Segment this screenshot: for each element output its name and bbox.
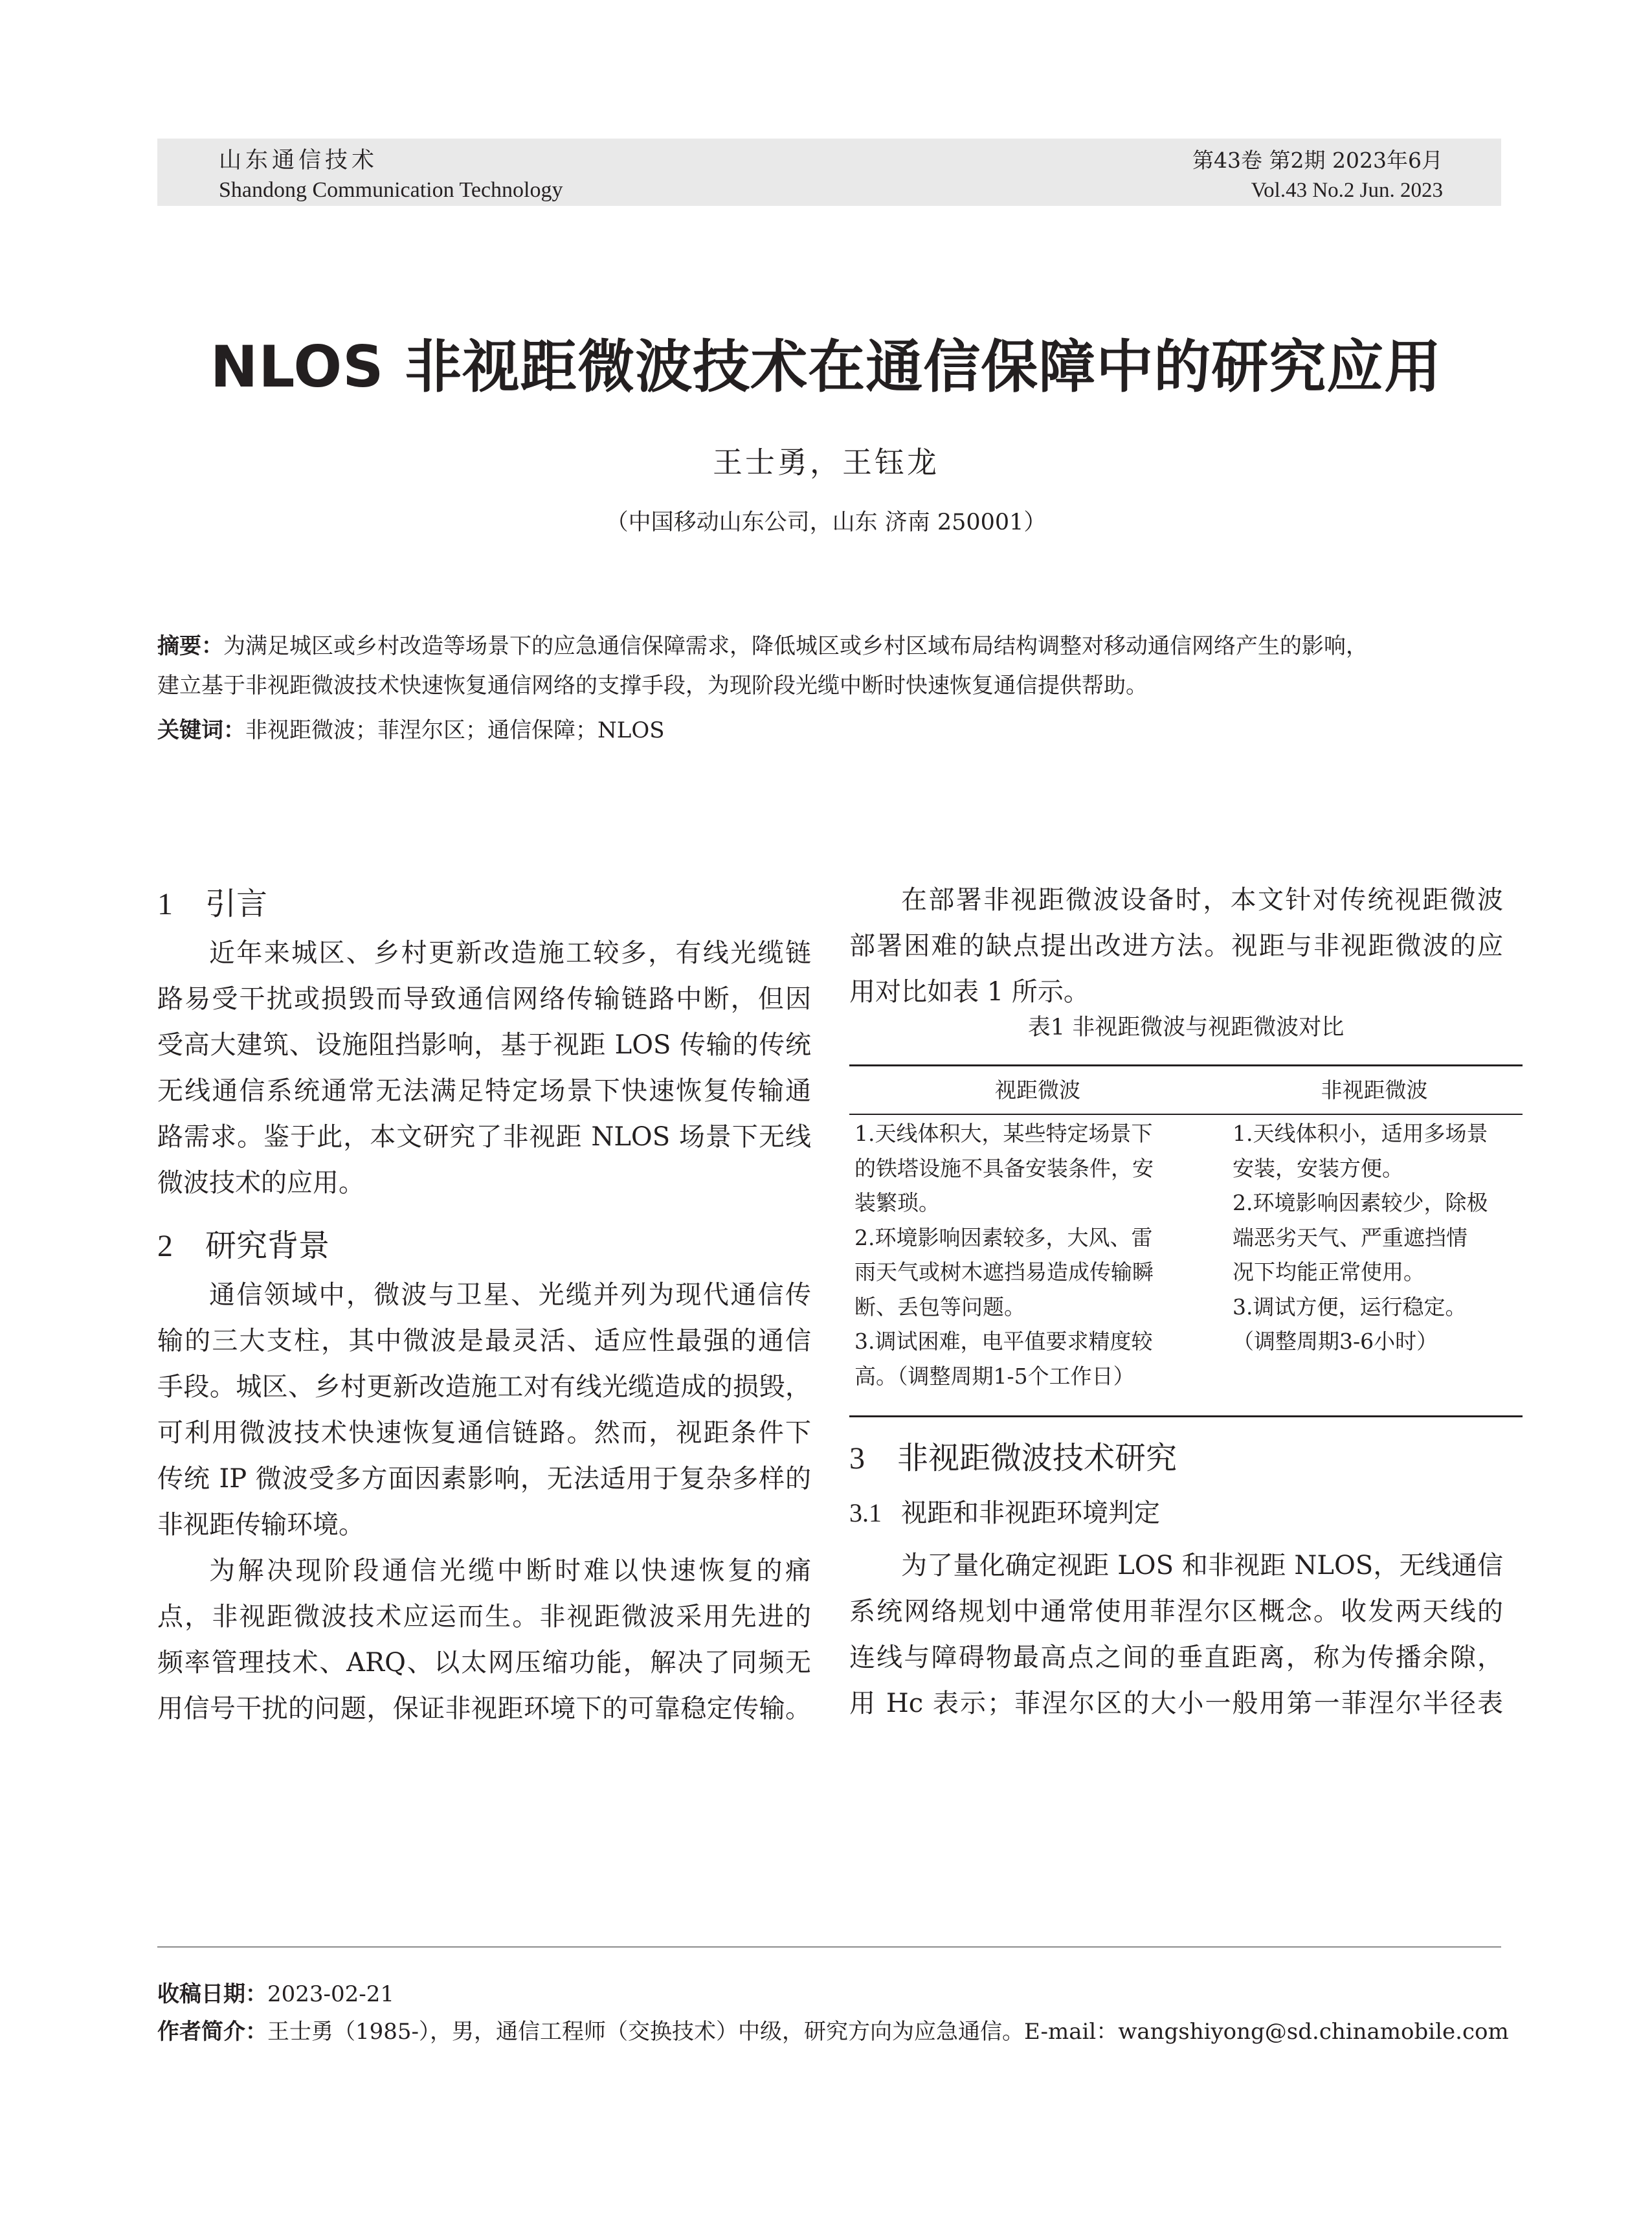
table-cell-nlos (1233, 1116, 1517, 1359)
affiliation: （中国移动山东公司，山东 济南 250001） (605, 510, 1047, 535)
section-2-title: 研究背景 (205, 1228, 330, 1264)
table-cell-line: 3.调试方便，运行稳定。 (1233, 1294, 1467, 1320)
table-cell-line: 2.环境影响因素较少，除极 (1233, 1190, 1488, 1215)
footnote-rule (157, 1946, 1501, 1948)
section-3-body (849, 1543, 1503, 1727)
table-cell-los (854, 1116, 1223, 1393)
subsection-3-1-title: 视距和非视距环境判定 (901, 1498, 1160, 1528)
paragraph-line: 输的三大支柱，其中微波是最灵活、适应性最强的通信 (157, 1326, 811, 1356)
section-1-title: 引言 (205, 886, 268, 922)
paragraph-line: 为解决现阶段通信光缆中断时难以快速恢复的痛 (209, 1556, 811, 1586)
table-cell-line: 雨天气或树木遮挡易造成传输瞬 (854, 1259, 1154, 1285)
paragraph-line: 用 Hc 表示；菲涅尔区的大小一般用第一菲涅尔半径表 (849, 1689, 1503, 1718)
abstract-text-1: 为满足城区或乡村改造等场景下的应急通信保障需求，降低城区或乡村区域布局结构调整对移动通信网络产生的影响， (223, 633, 1368, 659)
table-cell-line: 的铁塔设施不具备安装条件，安 (854, 1155, 1154, 1181)
received-date (157, 1980, 394, 2008)
section-1-heading (157, 884, 267, 924)
received-label: 收稿日期： (157, 1981, 267, 2007)
issue-info-cn: 第43卷 第2期 2023年6月 (1192, 148, 1443, 173)
table-cell-line: 端恶劣天气、严重遮挡情 (1233, 1224, 1468, 1250)
journal-name-cn: 山东通信技术 (219, 148, 379, 174)
paragraph-line: 为了量化确定视距 LOS 和非视距 NLOS，无线通信 (901, 1551, 1503, 1580)
keywords (157, 716, 665, 745)
paragraph-line: 手段。城区、乡村更新改造施工对有线光缆造成的损毁， (157, 1372, 811, 1402)
table-header-los: 视距微波 (995, 1077, 1080, 1103)
paragraph-line: 传统 IP 微波受多方面因素影响，无法适用于复杂多样的 (157, 1464, 811, 1494)
section-2-body (157, 1272, 811, 1732)
paragraph-line: 无线通信系统通常无法满足特定场景下快速恢复传输通 (157, 1076, 811, 1106)
right-intro (849, 877, 1503, 1015)
paragraph-line: 连线与障碍物最高点之间的垂直距离，称为传播余隙， (849, 1643, 1503, 1672)
paragraph-line: 部署困难的缺点提出改进方法。视距与非视距微波的应 (849, 931, 1503, 961)
paragraph-line: 微波技术的应用。 (157, 1168, 364, 1198)
paragraph-line: 用对比如表 1 所示。 (849, 977, 1089, 1007)
table-header-rule (849, 1114, 1523, 1115)
section-3-title: 非视距微波技术研究 (897, 1440, 1178, 1476)
table-bottom-rule (849, 1415, 1523, 1417)
paragraph-line: 系统网络规划中通常使用菲涅尔区概念。收发两天线的 (849, 1597, 1503, 1626)
table-cell-line: 2.环境影响因素较多，大风、雷 (854, 1224, 1153, 1250)
table-cell-line: 况下均能正常使用。 (1233, 1259, 1425, 1285)
abstract-label: 摘要： (157, 633, 223, 659)
journal-name-en: Shandong Communication Technology (219, 178, 563, 202)
paragraph-line: 用信号干扰的问题，保证非视距环境下的可靠稳定传输。 (157, 1694, 811, 1724)
section-1-body (157, 930, 811, 1206)
subsection-3-1-heading (849, 1495, 1160, 1531)
section-2-number: 2 (157, 1229, 173, 1263)
table-cell-line: 断、丢包等问题。 (854, 1294, 1025, 1320)
table-cell-line: 3.调试困难，电平值要求精度较 (854, 1329, 1153, 1354)
issue-info-en: Vol.43 No.2 Jun. 2023 (1251, 179, 1443, 202)
authors: 王士勇，王钰龙 (713, 445, 939, 480)
paper-title: NLOS 非视距微波技术在通信保障中的研究应用 (210, 333, 1442, 400)
paragraph-line: 近年来城区、乡村更新改造施工较多，有线光缆链 (209, 938, 811, 968)
section-2-heading (157, 1226, 329, 1266)
bio-text: 王士勇（1985-），男，通信工程师（交换技术）中级，研究方向为应急通信。E-mail：wangshiyong@sd.chinamobile.com (267, 2019, 1509, 2045)
received-value: 2023-02-21 (267, 1981, 395, 2007)
section-3-number: 3 (849, 1441, 865, 1476)
paragraph-line: 非视距传输环境。 (157, 1510, 364, 1540)
author-bio (157, 2018, 1509, 2046)
table-cell-line: 高。（调整周期1-5个工作日） (854, 1363, 1135, 1389)
section-3-heading (849, 1439, 1177, 1478)
abstract-line-2: 建立基于非视距微波技术快速恢复通信网络的支撑手段，为现阶段光缆中断时快速恢复通信提供帮助。 (157, 673, 1148, 699)
paragraph-line: 可利用微波技术快速恢复通信链路。然而，视距条件下 (157, 1418, 811, 1448)
table-cell-line: 装繁琐。 (854, 1190, 940, 1215)
keywords-text: 非视距微波；菲涅尔区；通信保障；NLOS (245, 717, 665, 743)
table-cell-line: 安装，安装方便。 (1233, 1155, 1403, 1181)
paragraph-line: 路需求。鉴于此，本文研究了非视距 NLOS 场景下无线 (157, 1122, 811, 1152)
table-cell-line: （调整周期3-6小时） (1233, 1329, 1438, 1354)
section-1-number: 1 (157, 887, 173, 921)
abstract-line-1 (157, 632, 1368, 660)
table-header-nlos: 非视距微波 (1321, 1077, 1428, 1103)
paragraph-line: 在部署非视距微波设备时，本文针对传统视距微波 (901, 885, 1503, 915)
paragraph-line: 路易受干扰或损毁而导致通信网络传输链路中断，但因 (157, 984, 811, 1014)
subsection-3-1-number: 3.1 (849, 1498, 882, 1527)
paragraph-line: 通信领域中，微波与卫星、光缆并列为现代通信传 (209, 1280, 811, 1310)
table-cell-line: 1.天线体积小，适用多场景 (1233, 1121, 1488, 1146)
paragraph-line: 频率管理技术、ARQ、以太网压缩功能，解决了同频无 (157, 1648, 811, 1678)
bio-label: 作者简介： (157, 2019, 267, 2045)
keywords-label: 关键词： (157, 717, 245, 743)
table-top-rule (849, 1064, 1523, 1066)
table-1-caption: 表1 非视距微波与视距微波对比 (1027, 1015, 1345, 1040)
table-cell-line: 1.天线体积大，某些特定场景下 (854, 1121, 1153, 1146)
paragraph-line: 受高大建筑、设施阻挡影响，基于视距 LOS 传输的传统 (157, 1030, 811, 1060)
paragraph-line: 点，非视距微波技术应运而生。非视距微波采用先进的 (157, 1602, 811, 1632)
